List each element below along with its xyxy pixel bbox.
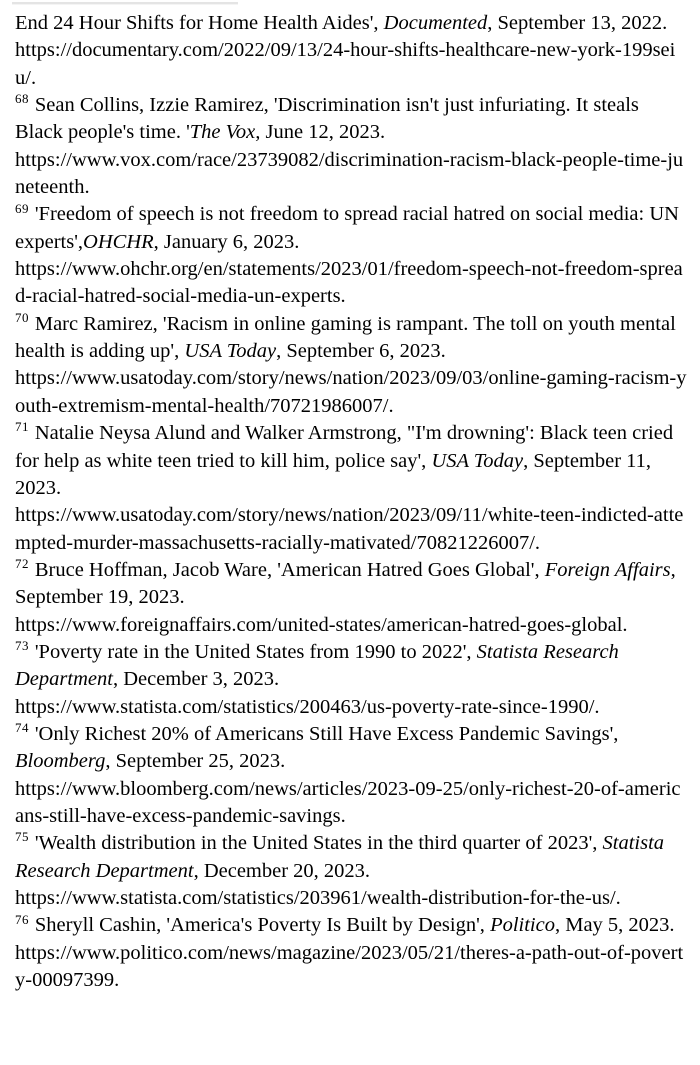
citation-fragment: , December 3, 2023. — [112, 668, 280, 691]
citation-fragment: 'Freedom of speech is not freedom to spread racial hatred on social media: UN experts', — [15, 203, 679, 253]
footnote-entry — [15, 311, 687, 420]
footnote-number: 70 — [15, 309, 29, 325]
publication-name: Statista Research Department — [15, 832, 665, 882]
publication-name: OHCHR — [83, 230, 154, 253]
citation-text — [15, 422, 673, 499]
footnote-entry — [15, 92, 687, 201]
footnote-url: https://www.usatoday.com/story/news/nation/2023/09/11/white-teen-indicted-attempted-murder-massachusetts-racially-mativated/70821226007/. — [15, 504, 684, 554]
footnote-entry — [15, 639, 687, 721]
citation-fragment: 'Wealth distribution in the United States in the third quarter of 2023', — [34, 832, 603, 855]
citation-fragment: Sean Collins, Izzie Ramirez, 'Discrimination isn't just infuriating. It steals Black people's time. ' — [15, 94, 639, 144]
publication-name: Bloomberg — [15, 750, 106, 773]
citation-text — [15, 94, 639, 143]
footnote-citation — [15, 721, 687, 830]
citation-text — [15, 559, 676, 608]
footnote-url: https://www.foreignaffairs.com/united-states/american-hatred-goes-global. — [15, 613, 628, 636]
footnote-url: https://www.usatoday.com/story/news/nation/2023/09/03/online-gaming-racism-youth-extremism-mental-health/70721986007/. — [15, 367, 687, 417]
footnote-citation — [15, 639, 687, 721]
citation-fragment: , September 11, 2023. — [15, 449, 652, 499]
footnote-url: https://www.politico.com/news/magazine/2023/05/21/theres-a-path-out-of-poverty-00097399. — [15, 941, 684, 992]
citation-text — [15, 832, 664, 881]
footnote-entry — [15, 420, 687, 557]
footnote-citation — [15, 557, 687, 639]
footnote-citation — [15, 311, 687, 420]
citation-text — [35, 914, 675, 936]
citation-fragment: End 24 Hour Shifts for Home Health Aides', — [15, 12, 384, 34]
citation-fragment: Marc Ramirez, 'Racism in online gaming is rampant. The toll on youth mental health is adding up', — [15, 312, 676, 363]
citation-fragment: , January 6, 2023. — [153, 230, 300, 253]
citation-fragment: , September 25, 2023. — [105, 750, 286, 773]
footnote-number: 74 — [15, 720, 29, 736]
publication-name: Foreign Affairs — [544, 558, 671, 581]
publication-name: Statista Research Department — [15, 640, 619, 691]
citation-fragment: , May 5, 2023. — [554, 914, 675, 937]
footnote-citation — [15, 92, 687, 201]
citation-text — [15, 313, 676, 362]
publication-name: Documented — [383, 12, 488, 34]
footnote-entry — [15, 721, 687, 830]
footnote-entry — [15, 10, 687, 92]
footnote-number: 69 — [15, 200, 29, 216]
citation-fragment: , September 19, 2023. — [15, 558, 676, 609]
footnote-entry — [15, 830, 687, 912]
footnote-entry — [15, 201, 687, 310]
footnote-number: 68 — [15, 91, 29, 107]
footnote-url: https://documentary.com/2022/09/13/24-hour-shifts-healthcare-new-york-199seiu/. — [15, 39, 676, 89]
publication-name: The Vox, — [189, 121, 261, 144]
citation-fragment: 'Only Richest 20% of Americans Still Have Excess Pandemic Savings', — [34, 722, 619, 745]
footnote-url: https://www.vox.com/race/23739082/discrimination-racism-black-people-time-juneteenth. — [15, 148, 684, 199]
footnote-url: https://www.bloomberg.com/news/articles/2023-09-25/only-richest-20-of-americans-still-have-excess-pandemic-savings. — [15, 777, 681, 827]
footnote-number: 71 — [15, 419, 29, 435]
citation-fragment: , December 20, 2023. — [193, 859, 371, 882]
footnote-citation — [15, 912, 687, 994]
footnote-number: 73 — [15, 638, 29, 654]
footnote-number: 76 — [15, 911, 29, 927]
footnote-citation — [15, 10, 687, 92]
top-divider-line — [12, 2, 238, 5]
publication-name: Politico — [490, 914, 555, 937]
citation-fragment: June 12, 2023. — [260, 121, 386, 144]
footnote-entry — [15, 557, 687, 639]
citation-fragment: Sheryll Cashin, 'America's Poverty Is Built by Design', — [34, 914, 491, 937]
footnote-url: https://www.statista.com/statistics/203961/wealth-distribution-for-the-us/. — [15, 887, 621, 909]
citation-fragment: , September 13, 2022. — [487, 12, 668, 34]
citation-fragment: , September 6, 2023. — [276, 340, 446, 363]
citation-text — [15, 200, 679, 253]
footnote-citation — [15, 830, 687, 912]
citation-text — [15, 641, 619, 690]
citation-text — [15, 12, 667, 34]
footnotes-list — [15, 10, 687, 994]
footnote-citation — [15, 201, 687, 310]
citation-fragment: Bruce Hoffman, Jacob Ware, 'American Hatred Goes Global', — [34, 558, 545, 581]
citation-fragment: Natalie Neysa Alund and Walker Armstrong, "I'm drowning': Black teen cried for help as white teen tried to kill him, police say', — [15, 422, 674, 472]
footnote-number: 75 — [15, 829, 29, 845]
footnote-entry — [15, 912, 687, 994]
footnote-url: https://www.statista.com/statistics/200463/us-poverty-rate-since-1990/. — [15, 695, 600, 718]
publication-name: USA Today — [184, 340, 277, 363]
footnote-url: https://www.ohchr.org/en/statements/2023/01/freedom-speech-not-freedom-spread-racial-hatred-social-media-un-experts. — [15, 258, 683, 308]
publication-name: USA Today — [431, 449, 524, 472]
citation-fragment: 'Poverty rate in the United States from 1990 to 2022', — [34, 640, 477, 663]
footnote-citation — [15, 420, 687, 557]
citation-text — [15, 723, 618, 772]
footnote-number: 72 — [15, 556, 29, 572]
